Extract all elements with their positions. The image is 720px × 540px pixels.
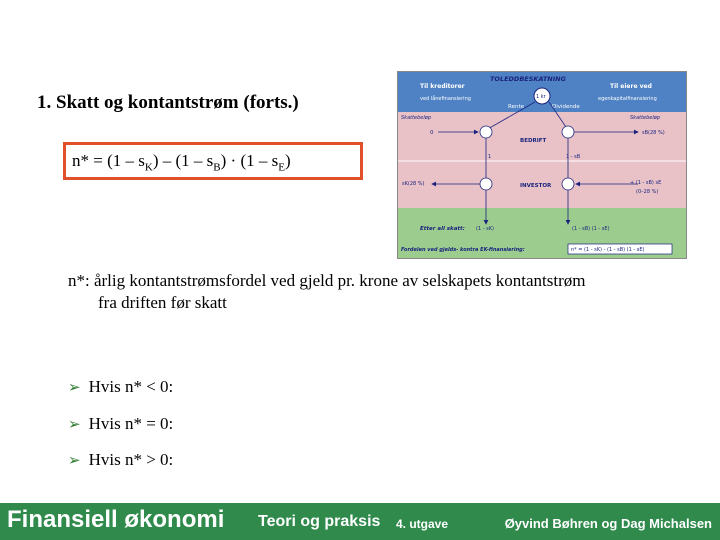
zero-label: 0 xyxy=(430,130,434,136)
bedrift-node-right xyxy=(562,126,574,138)
diagram-header: TOLEDDBESKATNING xyxy=(490,75,566,83)
definition-line-1: n*: årlig kontantstrømsfordel ved gjeld pr. krone av selskapets kontantstrøm xyxy=(68,271,586,290)
left-amount: Skattebeløp xyxy=(401,115,432,121)
fordel-label: Fordelen ved gjelds- kontra EK-finansiering: xyxy=(401,247,525,253)
right-col-sub: egenkapitalfinansiering xyxy=(598,96,657,102)
right-col-title: Til eiere ved xyxy=(610,83,652,90)
bullet-item xyxy=(68,450,173,470)
investor-right-2: (0–28 %) xyxy=(636,189,659,195)
arrow-bullet-icon: ➢ xyxy=(68,415,81,433)
formula-box xyxy=(63,142,363,180)
center-node-label: 1 kr xyxy=(536,94,546,100)
footer-edition: 4. utgave xyxy=(396,517,449,531)
sK-label: sK(28 %) xyxy=(402,181,425,187)
investor-node-left xyxy=(480,178,492,190)
one-minus-sB: 1 - sB xyxy=(566,154,581,160)
dividende-label: Dividende xyxy=(552,104,580,110)
bullet-text: Hvis n* < 0: xyxy=(88,377,174,396)
right-after: (1 - sB) (1 - sE) xyxy=(572,226,610,232)
one-label: 1 xyxy=(488,154,492,160)
fordel-formula: n* = (1 - sK) - (1 - sB) (1 - sE) xyxy=(571,247,645,253)
footer-authors: Øyvind Bøhren og Dag Michalsen xyxy=(504,516,712,531)
formula: $n* = (1 - s_K) - (1 - s_B) \cdot (1 - s_E)$ xyxy=(72,151,291,174)
investor-label: INVESTOR xyxy=(520,183,552,189)
investor-right-1: + (1 - sB) sE xyxy=(630,180,662,186)
right-amount: Skattebeløp xyxy=(630,115,661,121)
footer-title: Finansiell økonomi xyxy=(7,506,225,533)
slide-title: 1. Skatt og kontantstrøm (forts.) xyxy=(37,92,299,113)
investor-node-right xyxy=(562,178,574,190)
definition-line-2: fra driften før skatt xyxy=(98,293,227,312)
sB-label: sB(28 %) xyxy=(642,130,665,136)
bullet-item xyxy=(68,377,173,397)
arrow-bullet-icon: ➢ xyxy=(68,451,81,469)
footer-bar xyxy=(0,503,720,540)
left-col-title: Til kreditorer xyxy=(420,83,465,90)
left-after: (1 - sK) xyxy=(476,226,494,232)
left-col-sub: ved lånefinansiering xyxy=(420,96,471,102)
bedrift-label: BEDRIFT xyxy=(520,138,547,144)
after-tax-label: Etter all skatt: xyxy=(420,226,465,232)
definition-text xyxy=(68,270,688,314)
footer-subtitle: Teori og praksis xyxy=(258,513,381,530)
arrow-bullet-icon: ➢ xyxy=(68,378,81,396)
bullet-item xyxy=(68,414,173,434)
bullet-text: Hvis n* > 0: xyxy=(88,450,174,469)
bullet-text: Hvis n* = 0: xyxy=(88,414,174,433)
taxation-diagram xyxy=(397,71,687,259)
rente-label: Rente xyxy=(508,104,524,110)
bedrift-node-left xyxy=(480,126,492,138)
